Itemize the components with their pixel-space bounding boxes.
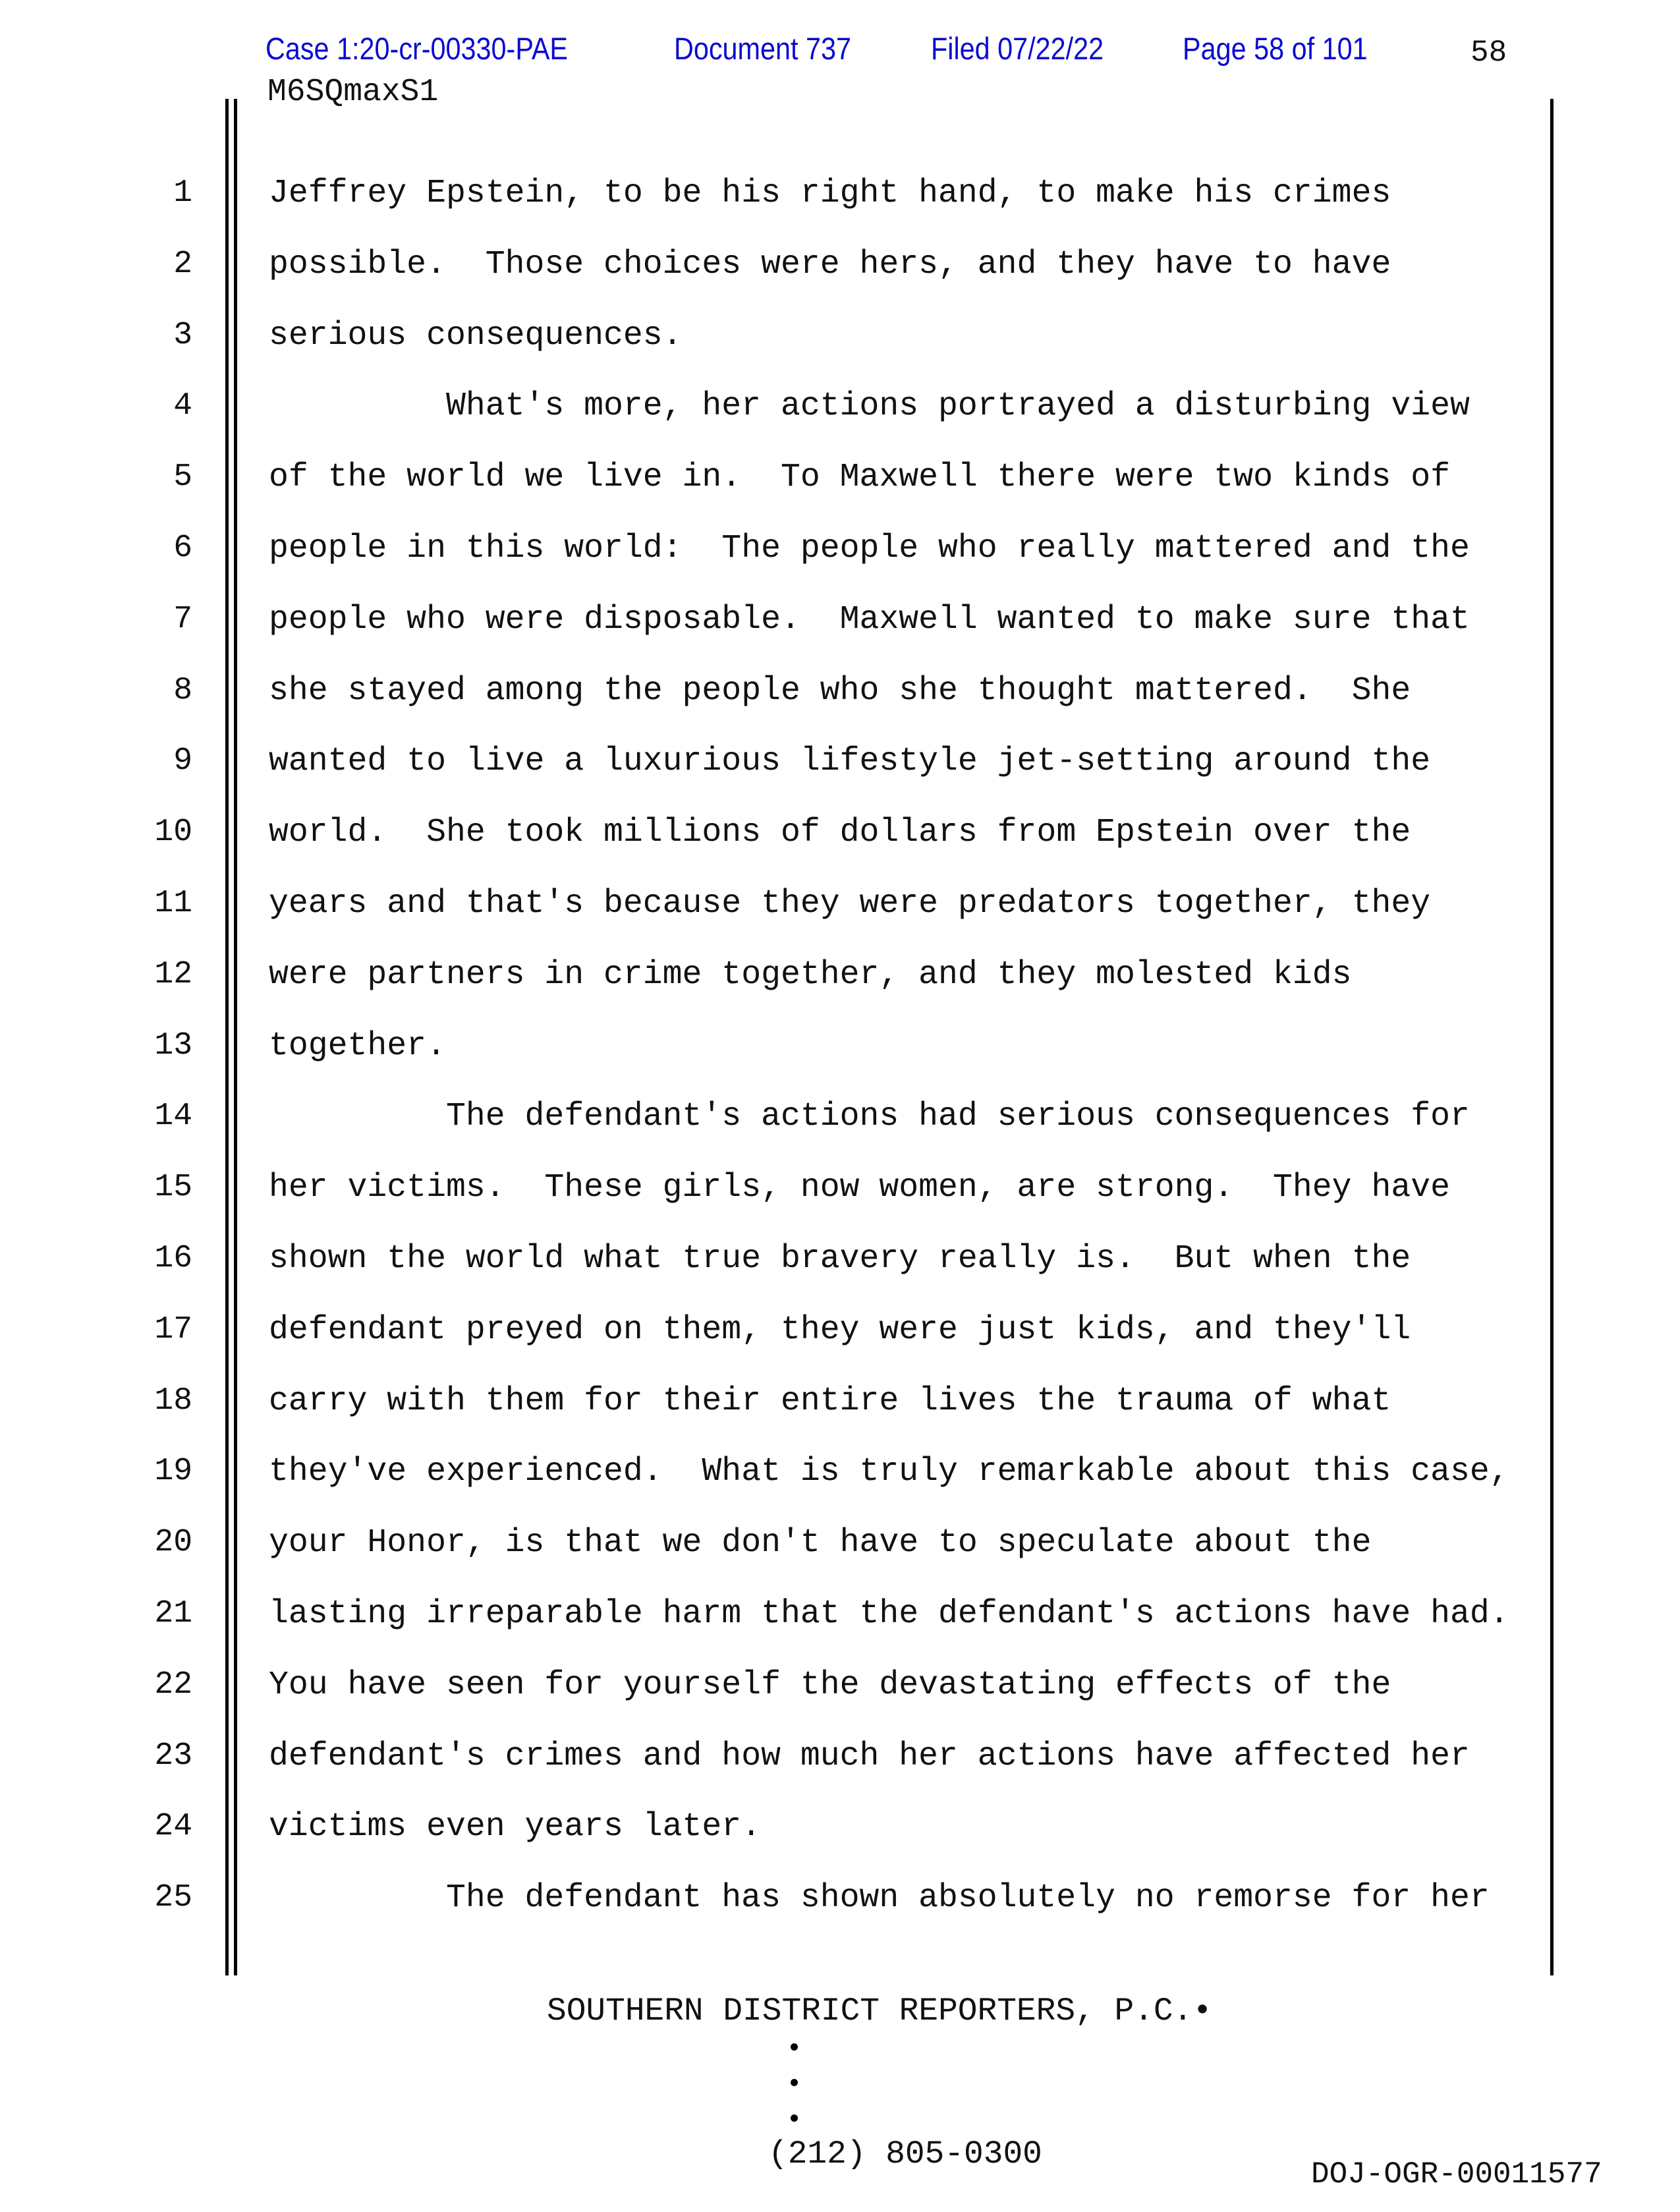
transcript-line: they've experienced. What is truly remarkable about this case, (269, 1453, 1509, 1490)
line-number: 20 (154, 1525, 192, 1560)
footer-bullet-3 (791, 2114, 798, 2122)
footer-bullet-2 (791, 2079, 798, 2086)
transcript-line: world. She took millions of dollars from Epstein over the (269, 814, 1411, 851)
line-number: 17 (154, 1312, 192, 1347)
header-document-number: Document 737 (674, 31, 852, 66)
line-number: 23 (154, 1738, 192, 1774)
line-number: 16 (154, 1241, 192, 1276)
right-margin-rule (1550, 99, 1554, 1975)
reporter-name: SOUTHERN DISTRICT REPORTERS, P.C.• (547, 1993, 1212, 2029)
transcript-line: were partners in crime together, and they molested kids (269, 956, 1352, 993)
transcript-line: people in this world: The people who really mattered and the (269, 530, 1470, 567)
line-number: 14 (154, 1098, 192, 1134)
line-number: 1 (173, 175, 192, 211)
line-number: 12 (154, 957, 192, 992)
transcript-page-number: 58 (1470, 36, 1507, 70)
transcript-line: your Honor, is that we don't have to speculate about the (269, 1524, 1372, 1561)
line-number: 5 (173, 459, 192, 495)
transcript-line: victims even years later. (269, 1808, 762, 1845)
line-number: 6 (173, 530, 192, 566)
file-code: M6SQmaxS1 (267, 74, 439, 110)
transcript-line: her victims. These girls, now women, are strong. They have (269, 1169, 1450, 1206)
left-margin-rule-outer (225, 99, 229, 1975)
transcript-line: serious consequences. (269, 317, 683, 354)
line-number: 8 (173, 673, 192, 708)
transcript-line: defendant's crimes and how much her actions have affected her (269, 1738, 1470, 1774)
header-case-number: Case 1:20-cr-00330-PAE (266, 31, 569, 66)
bates-number: DOJ-OGR-00011577 (1311, 2157, 1602, 2192)
line-number: 19 (154, 1454, 192, 1489)
transcript-line: lasting irreparable harm that the defendant's actions have had. (269, 1595, 1509, 1632)
line-number: 22 (154, 1667, 192, 1703)
transcript-line: shown the world what true bravery really is. But when the (269, 1240, 1411, 1277)
line-number: 7 (173, 602, 192, 637)
line-number: 25 (154, 1880, 192, 1915)
header-filed-date: Filed 07/22/22 (931, 31, 1104, 66)
transcript-line: Jeffrey Epstein, to be his right hand, to make his crimes (269, 175, 1391, 212)
header-page-of: Page 58 of 101 (1183, 31, 1368, 66)
transcript-line: The defendant's actions had serious consequences for (445, 1098, 1470, 1135)
transcript-line: You have seen for yourself the devastating effects of the (269, 1666, 1391, 1703)
line-number: 3 (173, 318, 192, 353)
line-number: 13 (154, 1028, 192, 1063)
transcript-line: What's more, her actions portrayed a disturbing view (445, 387, 1470, 424)
line-number: 15 (154, 1170, 192, 1205)
line-number: 11 (154, 886, 192, 921)
line-number: 21 (154, 1596, 192, 1631)
footer-bullet-1 (791, 2043, 798, 2051)
transcript-line: wanted to live a luxurious lifestyle jet-setting around the (269, 743, 1431, 780)
transcript-line: possible. Those choices were hers, and they have to have (269, 246, 1391, 283)
left-margin-rule-inner (234, 99, 237, 1975)
transcript-line: she stayed among the people who she thought mattered. She (269, 672, 1411, 709)
line-number: 24 (154, 1809, 192, 1844)
transcript-line: The defendant has shown absolutely no remorse for her (445, 1879, 1490, 1916)
transcript-line: of the world we live in. To Maxwell there were two kinds of (269, 459, 1450, 496)
transcript-line: years and that's because they were predators together, they (269, 885, 1431, 922)
transcript-line: together. (269, 1027, 446, 1064)
line-number: 18 (154, 1383, 192, 1419)
line-number: 10 (154, 814, 192, 850)
reporter-phone: (212) 805-0300 (768, 2136, 1042, 2172)
transcript-line: carry with them for their entire lives the trauma of what (269, 1382, 1391, 1419)
line-number: 9 (173, 743, 192, 779)
transcript-line: defendant preyed on them, they were just kids, and they'll (269, 1311, 1411, 1348)
transcript-line: people who were disposable. Maxwell wanted to make sure that (269, 601, 1470, 638)
line-number: 4 (173, 388, 192, 424)
line-number: 2 (173, 246, 192, 282)
